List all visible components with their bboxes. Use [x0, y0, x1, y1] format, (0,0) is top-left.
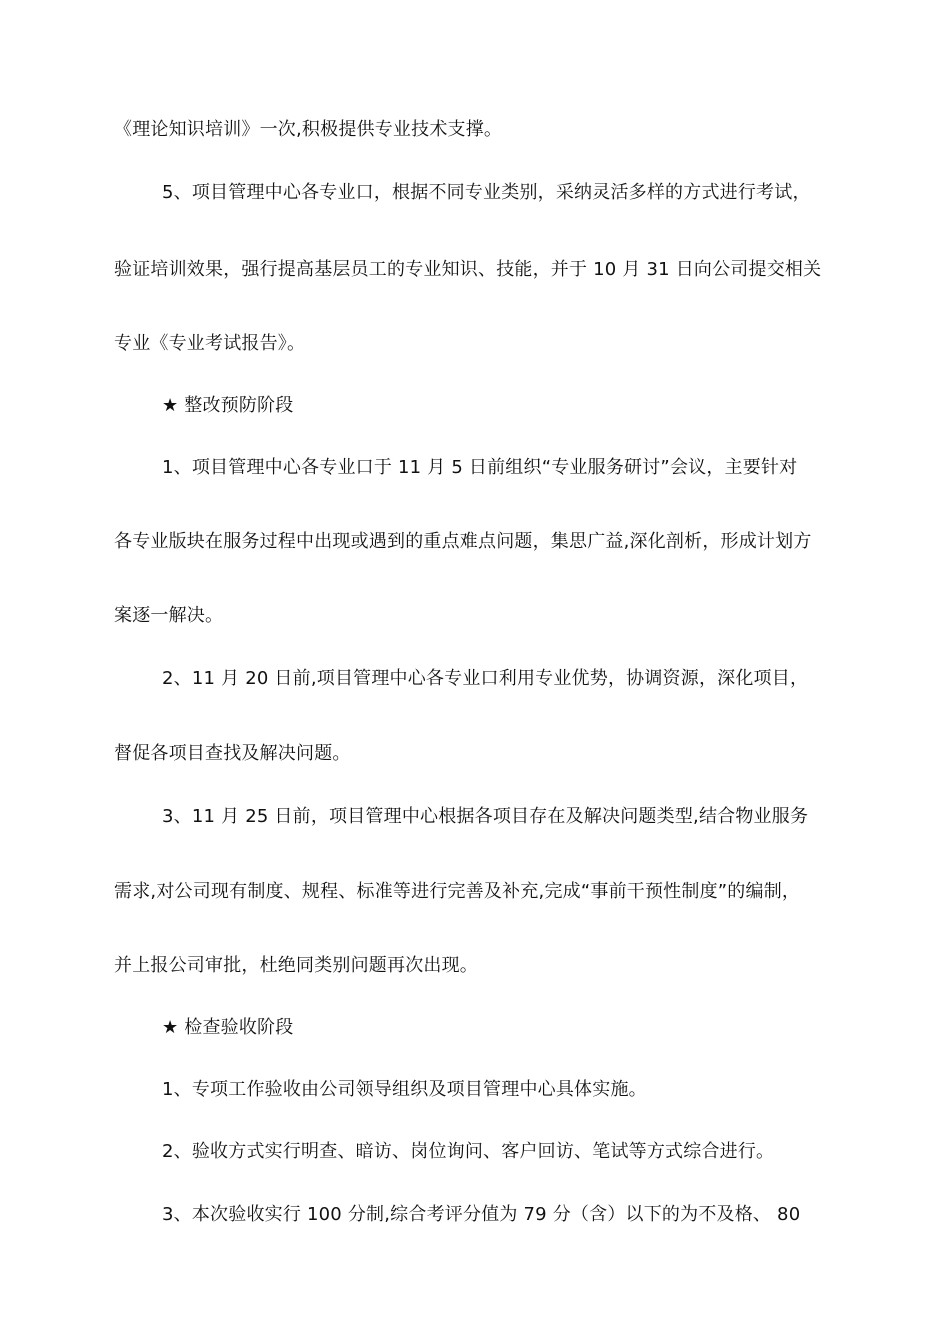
paragraph-line-rect-item-3-end: 并上报公司审批，杜绝同类别问题再次出现。 [114, 955, 478, 976]
paragraph-line-item-5-cont: 验证培训效果，强行提高基层员工的专业知识、技能，并于 10 月 31 日向公司提交相关 [114, 259, 822, 280]
paragraph-line-rect-item-3: 3、11 月 25 日前，项目管理中心根据各项目存在及解决问题类型,结合物业服务 [162, 806, 809, 827]
paragraph-line-rect-item-2-end: 督促各项目查找及解决问题。 [114, 743, 351, 764]
paragraph-line-rect-item-2: 2、11 月 20 日前,项目管理中心各专业口利用专业优势，协调资源，深化项目， [162, 668, 809, 689]
section-heading-inspection: ★ 检查验收阶段 [162, 1017, 294, 1038]
paragraph-line-insp-item-1: 1、专项工作验收由公司领导组织及项目管理中心具体实施。 [162, 1079, 647, 1100]
paragraph-line-rect-item-1: 1、项目管理中心各专业口于 11 月 5 日前组织“专业服务研讨”会议，主要针对 [162, 457, 798, 478]
paragraph-line-theory-training: 《理论知识培训》一次,积极提供专业技术支撑。 [114, 119, 503, 140]
paragraph-line-rect-item-1-cont: 各专业版块在服务过程中出现或遇到的重点难点问题，集思广益,深化剖析，形成计划方 [114, 531, 812, 552]
paragraph-line-insp-item-2: 2、验收方式实行明查、暗访、岗位询问、客户回访、笔试等方式综合进行。 [162, 1141, 775, 1162]
paragraph-line-rect-item-1-end: 案逐一解决。 [114, 605, 224, 626]
section-heading-rectification: ★ 整改预防阶段 [162, 395, 294, 416]
paragraph-line-rect-item-3-cont: 需求,对公司现有制度、规程、标准等进行完善及补充,完成“事前干预性制度”的编制， [114, 881, 801, 902]
paragraph-line-item-5-end: 专业《专业考试报告》。 [114, 333, 306, 354]
paragraph-line-insp-item-3: 3、本次验收实行 100 分制,综合考评分值为 79 分（含）以下的为不及格、 80 [162, 1204, 801, 1225]
paragraph-line-item-5: 5、项目管理中心各专业口，根据不同专业类别，采纳灵活多样的方式进行考试， [162, 182, 811, 203]
